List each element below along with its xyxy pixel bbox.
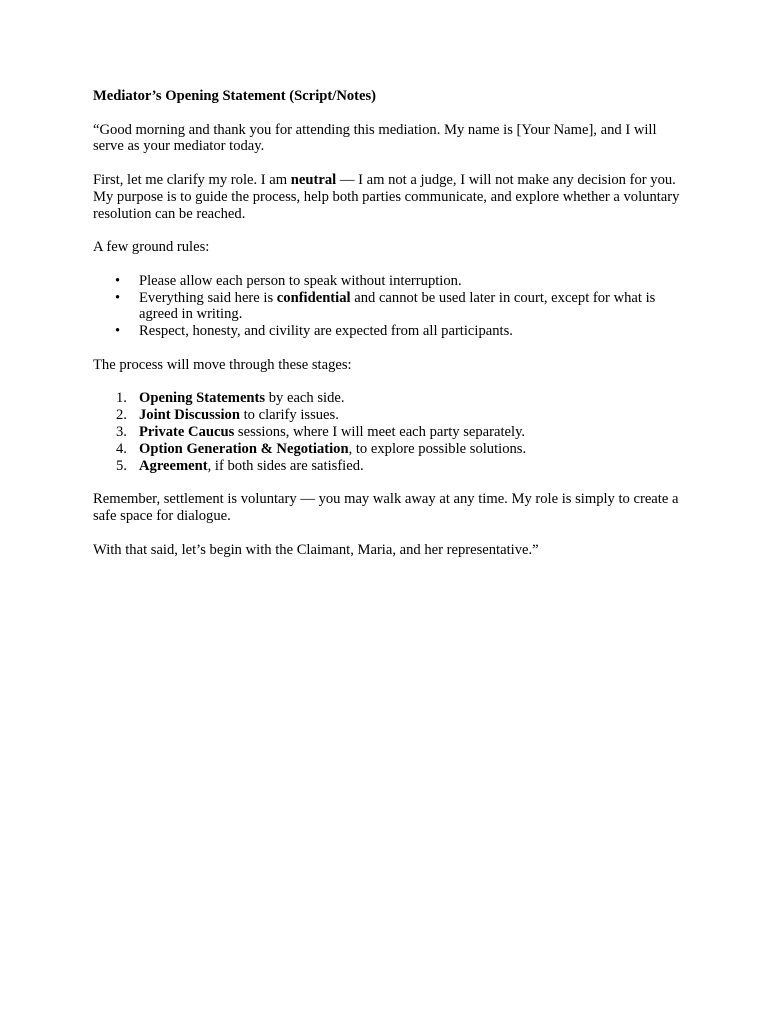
list-item xyxy=(93,323,683,340)
stage-number: 2. xyxy=(116,407,127,424)
stage-name: Joint Discussion xyxy=(139,407,240,424)
rule-text-before: Please allow each person to speak without interruption. xyxy=(139,272,462,289)
document-page xyxy=(93,88,683,575)
list-item xyxy=(93,390,683,407)
role-text-before: First, let me clarify my role. I am xyxy=(93,171,291,188)
list-item xyxy=(93,424,683,441)
bullet-icon: • xyxy=(115,289,121,306)
rule-text-before: Everything said here is xyxy=(139,289,277,306)
stage-text: to clarify issues. xyxy=(239,407,339,424)
stage-number: 3. xyxy=(116,423,127,440)
closing-paragraph: With that said, let’s begin with the Claimant, Maria, and her representative.” xyxy=(93,541,539,558)
rule-text-after: and cannot be used later in court, except for what is agreed in writing. xyxy=(139,289,656,323)
stage-name: Option Generation & Negotiation xyxy=(139,440,349,457)
document-title: Mediator’s Opening Statement (Script/Notes) xyxy=(93,88,377,104)
bullet-icon: • xyxy=(115,272,121,289)
stage-text: , if both sides are satisfied. xyxy=(207,457,364,474)
stages-list xyxy=(93,390,683,474)
greeting-paragraph: “Good morning and thank you for attending this mediation. My name is [Your Name], and I will serve as your mediator today. xyxy=(93,121,657,155)
stage-name: Private Caucus xyxy=(139,423,235,440)
ground-rules-list xyxy=(93,273,683,340)
list-item xyxy=(93,458,683,475)
list-item xyxy=(93,273,683,290)
list-item xyxy=(93,441,683,458)
role-text-bold: neutral xyxy=(290,171,337,188)
rule-text-before: Respect, honesty, and civility are expected from all participants. xyxy=(139,323,513,340)
list-item xyxy=(93,407,683,424)
bullet-icon: • xyxy=(115,323,121,340)
stage-number: 1. xyxy=(116,390,127,407)
stage-number: 4. xyxy=(116,440,127,457)
stage-text: sessions, where I will meet each party separately. xyxy=(234,423,526,440)
role-text-after: — I am not a judge, I will not make any decision for you. My purpose is to guide the process, help both parties communicate, and explore whether a voluntary resolution can be reached. xyxy=(93,171,680,222)
stage-text: , to explore possible solutions. xyxy=(348,440,527,457)
stage-number: 5. xyxy=(116,457,127,474)
list-item xyxy=(93,290,683,324)
role-paragraph xyxy=(93,172,683,222)
stage-name: Opening Statements xyxy=(139,390,266,407)
stage-text: by each side. xyxy=(265,390,345,407)
rules-intro: A few ground rules: xyxy=(93,239,210,256)
rule-text-bold: confidential xyxy=(276,289,351,306)
stages-intro: The process will move through these stages: xyxy=(93,356,352,373)
stage-name: Agreement xyxy=(139,457,208,474)
reminder-paragraph: Remember, settlement is voluntary — you may walk away at any time. My role is simply to create a safe space for dialogue. xyxy=(93,491,679,524)
